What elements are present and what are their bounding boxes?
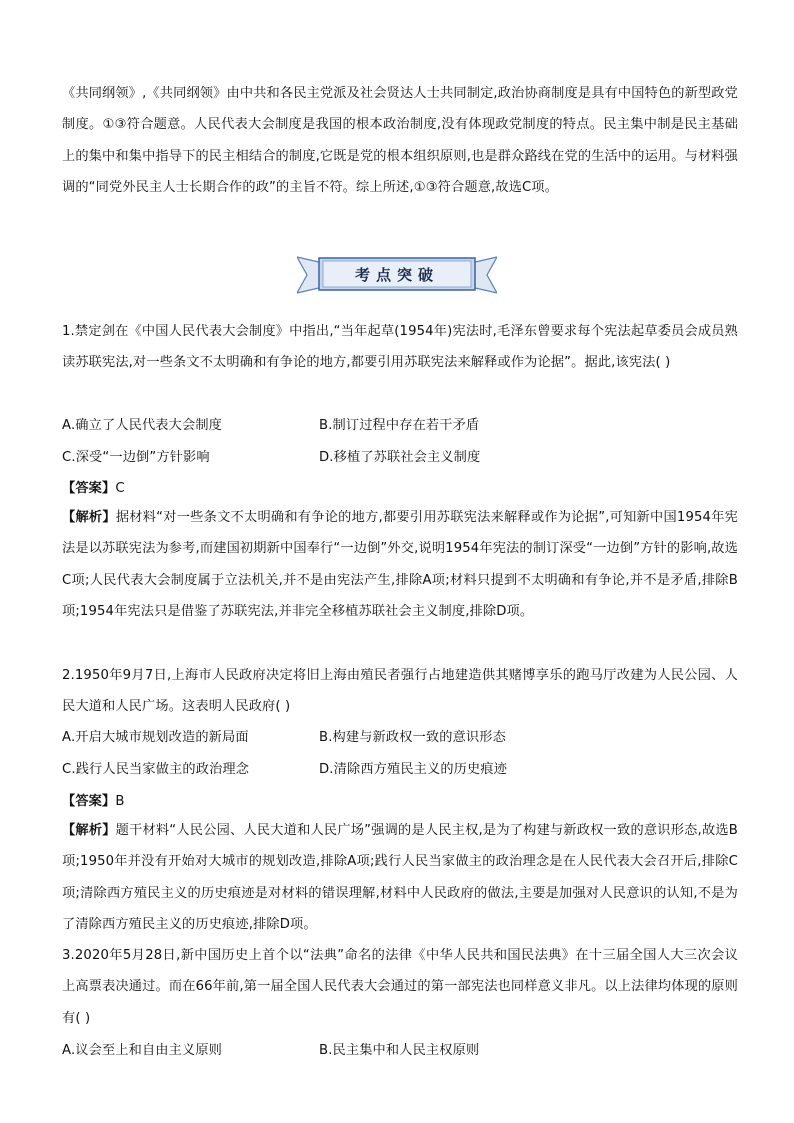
analysis-text: 题干材料“人民公园、人民大道和人民广场”强调的是人民主权,是为了构建与新政权一致的意识形态,故选B项;1950年并没有开始对大城市的规划改造,排除A项;践行人民当家做主的政治理念是在人民代表大会召开后,排除C项;清除西方殖民主义的历史痕迹是对材料的错误理解,材料中人民政府的做法,主要是加强对人民意识的认知,不是为了清除西方殖民主义的历史痕迹,排除D项。 bbox=[62, 823, 738, 932]
q1-analysis bbox=[62, 502, 738, 627]
analysis-text: 据材料“对一些条文不太明确和有争论的地方,都要引用苏联宪法来解释或作为论据”,可知新中国1954年宪法是以苏联宪法为参考,而建国初期新中国奉行“一边倒”外交,说明1954年宪法的制订深受“一边倒”方针的影响,故选C项;人民代表大会制度属于立法机关,并不是由宪法产生,排除A项;材料只提到不太明确和有争论,并不是矛盾,排除B项;1954年宪法只是借鉴了苏联宪法,并非完全移植苏联社会主义制度,排除D项。 bbox=[62, 510, 738, 619]
q3-stem: 3.2020年5月28日,新中国历史上首个以“法典”命名的法律《中华人民共和国民法典》在十三届全国人大三次会议上高票表决通过。而在66年前,第一届全国人民代表大会通过的第一部宪法也同样意义非凡。以上法律均体现的原则有( ) bbox=[62, 948, 738, 1026]
answer-label: 【答案】 bbox=[62, 481, 116, 496]
intro-paragraph: 《共同纲领》,《共同纲领》由中共和各民主党派及社会贤达人士共同制定,政治协商制度是具有中国特色的新型政党制度。①③符合题意。人民代表大会制度是我国的根本政治制度,没有体现政党制度的特点。民主集中制是民主基础上的集中和集中指导下的民主相结合的制度,它既是党的根本组织原则,也是群众路线在党的生活中的运用。与材料强调的“同党外民主人士长期合作的政”的主旨不符。综上所述,①③符合题意,故选C项。 bbox=[62, 86, 738, 195]
q1-option-a: A.确立了人民代表大会制度 bbox=[62, 418, 222, 433]
q1-stem: 1.禁定剑在《中国人民代表大会制度》中指出,“当年起草(1954年)宪法时,毛泽东曾要求每个宪法起草委员会成员熟读苏联宪法,对一些条文不太明确和有争论的地方,都要引用苏联宪法来解释或作为论据”。据此,该宪法( ) bbox=[62, 324, 738, 371]
q2-analysis bbox=[62, 815, 738, 940]
analysis-label: 【解析】 bbox=[62, 510, 116, 525]
answer-label: 【答案】 bbox=[62, 794, 116, 809]
answer-value: B bbox=[115, 794, 125, 809]
q2-answer bbox=[62, 792, 125, 812]
q2-option-d: D.清除西方殖民主义的历史痕迹 bbox=[319, 762, 508, 777]
q1-option-d: D.移植了苏联社会主义制度 bbox=[319, 450, 481, 465]
q3-option-b: B.民主集中和人民主权原则 bbox=[319, 1043, 480, 1058]
q1-option-c: C.深受“一边倒”方针影响 bbox=[62, 450, 210, 465]
q2-option-b: B.构建与新政权一致的意识形态 bbox=[319, 730, 506, 745]
q2-option-a: A.开启大城市规划改造的新局面 bbox=[62, 730, 249, 745]
banner-title: 考点突破 bbox=[354, 266, 440, 284]
analysis-label: 【解析】 bbox=[62, 823, 116, 838]
q3-option-a: A.议会至上和自由主义原则 bbox=[62, 1043, 222, 1058]
q2-option-c: C.践行人民当家做主的政治理念 bbox=[62, 762, 250, 777]
q1-answer bbox=[62, 479, 125, 499]
q1-option-b: B.制订过程中存在若干矛盾 bbox=[319, 418, 480, 433]
section-banner bbox=[297, 253, 497, 295]
answer-value: C bbox=[115, 481, 125, 496]
q2-stem: 2.1950年9月7日,上海市人民政府决定将旧上海由殖民者强行占地建造供其赌博享乐的跑马厅改建为人民公园、人民大道和人民广场。这表明人民政府( ) bbox=[62, 668, 738, 715]
